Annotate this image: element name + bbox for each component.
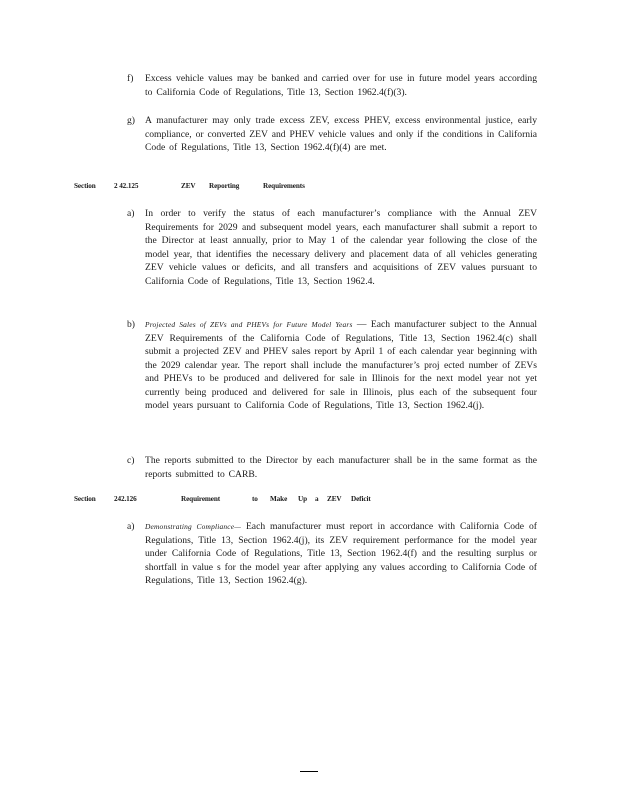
section-126-title-word-4: Up [298, 495, 307, 503]
section-125-title-word-2: Reporting [209, 182, 240, 190]
section-125-c-text: The reports submitted to the Director by each manufacturer shall be in the same format as the reports submitted to CARB. [145, 455, 537, 480]
section-126-title-word-1: Requirement [181, 495, 221, 503]
section-126-a-text: Each manufacturer must report in accordance with California Code of Regulations, Title 13, Section 1962.4(j), its ZEV requirement performance for the model year under California Code of Regulations, Title 13, Section 1962.4(f) and the resulting surplus or shortfall in value s for the model year after applying any values according to California Code of Regulations, Title 13, Section 1962.4(g). [145, 521, 537, 586]
section-125-b-paragraph [145, 318, 537, 413]
section-125-b-heading: Projected Sales of ZEVs and PHEVs for Future Model Years [145, 320, 353, 329]
section-126-title-word-5: a [315, 495, 319, 503]
section-125-number: 2 42.125 [114, 182, 139, 190]
section-125-label: Section [74, 182, 96, 190]
section-125-c-marker: c) [127, 455, 135, 466]
section-126-a-marker: a) [127, 521, 135, 532]
section-125-b-marker: b) [127, 319, 135, 330]
paragraph-g-text: A manufacturer may only trade excess ZEV, excess PHEV, excess environmental justice, early compliance, or converted ZEV and PHEV vehicle values and only if the conditions in California Code of Regulations, Title 13, Section 1962.4(f)(4) are met. [145, 115, 537, 153]
paragraph-f-marker: f) [127, 73, 134, 84]
section-126-a-paragraph [145, 520, 537, 588]
footer-rule [300, 771, 318, 772]
section-125-b-text: — Each manufacturer subject to the Annual ZEV Requirements of the California Code of Regulations, Title 13, Section 1962.4(c) shall submit a projected ZEV and PHEV sales report by April 1 of each calendar year beginning with the 2029 calendar year. The report shall include the manufacturer’s proj ected number of ZEVs and PHEVs to be produced and delivered for sale in Illinois for the next model year not yet currently being produced and delivered for sale in Illinois, plus each of the subsequent four model years pursuant to California Code of Regulations, Title 13, Section 1962.4(j). [145, 319, 538, 411]
section-126-a-heading: Demonstrating Compliance— [145, 522, 242, 531]
section-126-title-word-7: Deficit [351, 495, 371, 503]
section-126-number: 242.126 [114, 495, 137, 503]
section-125-a-marker: a) [127, 208, 135, 219]
section-126-label: Section [74, 495, 96, 503]
paragraph-g-marker: g) [127, 115, 135, 126]
section-125-title-word-1: ZEV [181, 182, 196, 190]
section-126-title-word-6: ZEV [327, 495, 342, 503]
section-125-title-word-3: Requirements [263, 182, 305, 190]
section-126-title-word-2: to [252, 495, 258, 503]
paragraph-f-text: Excess vehicle values may be banked and carried over for use in future model years according to California Code of Regulations, Title 13, Section 1962.4(f)(3). [145, 73, 537, 98]
section-125-a-text: In order to verify the status of each manufacturer’s compliance with the Annual ZEV Requirements for 2029 and subsequent model years, each manufacturer shall submit a report to the Director at least annually, prior to May 1 of the calendar year following the close of the model year, that identifies the necessary delivery and placement data of all vehicles generating ZEV vehicle values or deficits, and all transfers and acquisitions of ZEV values pursuant to California Code of Regulations, Title 13, Section 1962.4. [145, 208, 537, 287]
section-126-title-word-3: Make [270, 495, 288, 503]
